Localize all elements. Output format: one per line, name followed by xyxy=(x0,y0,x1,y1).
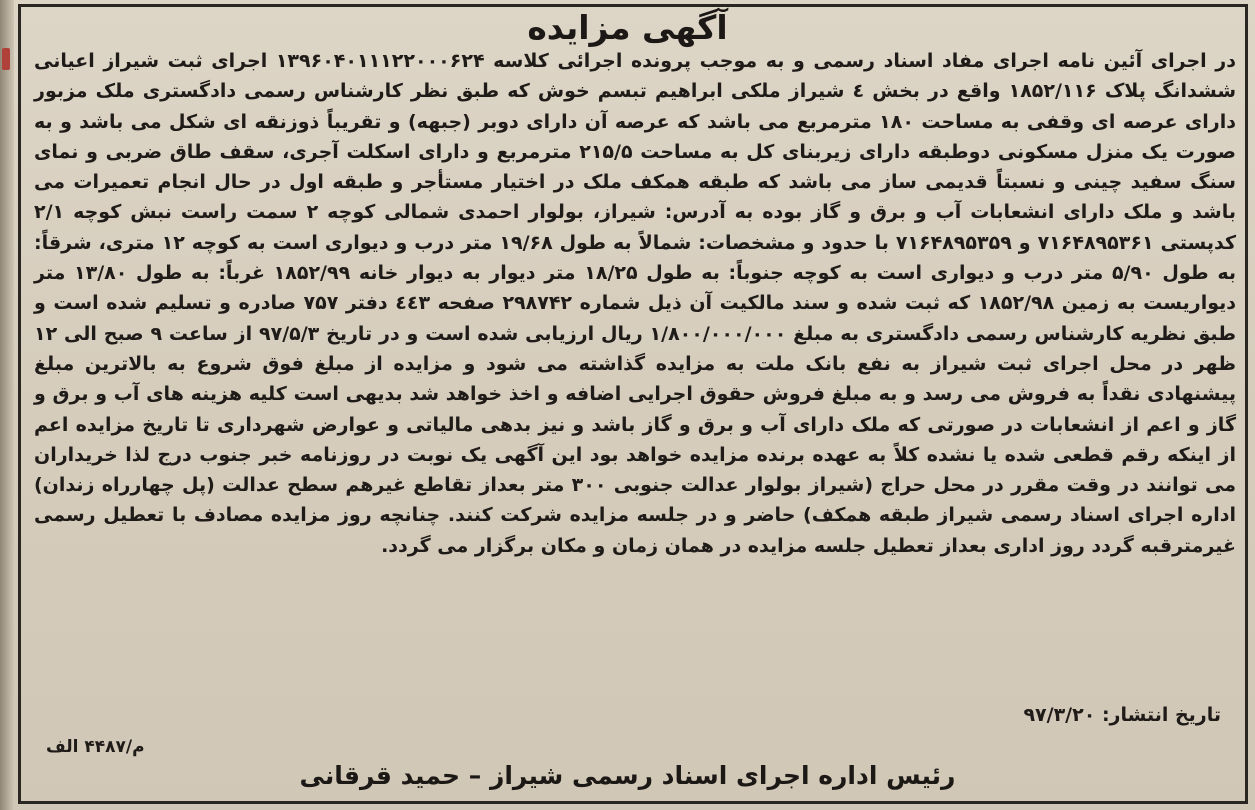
notice-body: در اجرای آئین نامه اجرای مفاد اسناد رسمی و به موجب پرونده اجرائی کلاسه ۱۳۹۶۰۴۰۱۱۱۲۲۰۰۰۶۲۴ اجرای ثبت شیراز اعیانی ششدانگ پلاک ۱۸۵۲/۱۱۶ واقع در بخش ٤ شیراز ملکی ابراهیم تبسم خوش که طبق نظر کارشناس رسمی دادگستری ملک مزبور دارای عرصه ای وقفی به مساحت ۱۸۰ مترمربع می باشد که عرصه آن دارای دوبر (جبهه) و تقریباً ذوزنقه ای شکل می باشد و به صورت یک منزل مسکونی دوطبقه دارای زیربنای کل به مساحت ۲۱۵/۵ مترمربع و دارای اسکلت آجری، سقف طاق ضربی و نمای سنگ سفید چینی و نسبتاً قدیمی ساز می باشد که طبقه همکف ملک در اختیار مستأجر و طبقه اول در حال انجام تعمیرات می باشد و ملک دارای انشعابات آب و برق و گاز بوده به آدرس: شیراز، بولوار احمدی شمالی کوچه ۲ سمت راست نبش کوچه ۲/۱ کدپستی ۷۱۶۴۸۹۵۳۶۱ و ۷۱۶۴۸۹۵۳۵۹ با حدود و مشخصات: شمالاً به طول ۱۹/۶۸ متر درب و دیواری است به کوچه ۱۲ متری، شرقاً: به طول ۵/۹۰ متر درب و دیواری است به کوچه جنوباً: به طول ۱۸/۲۵ متر دیوار به دیوار خانه ۱۸۵۲/۹۹ غرباً: به طول ۱۳/۸۰ متر دیواریست به زمین ۱۸۵۲/۹۸ که ثبت شده و سند مالکیت آن ذیل شماره ۲۹۸۷۴۲ صفحه ٤٤۳ دفتر ۷۵۷ صادره و تسلیم شده است و طبق نظریه کارشناس رسمی دادگستری به مبلغ ۱/۸۰۰/۰۰۰/۰۰۰ ریال ارزیابی شده است و در تاریخ ۹۷/۵/۳ از ساعت ۹ صبح الی ۱۲ ظهر در محل اجرای ثبت شیراز به نفع بانک ملت به مزایده گذاشته می شود و مزایده از مبلغ فوق شروع به بالاترین مبلغ پیشنهادی نقداً به فروش می رسد و به مبلغ فروش حقوق اجرایی اضافه و اخذ خواهد شد بدیهی است کلیه هزینه های آب و برق و گاز و اعم از انشعابات در صورتی که ملک دارای آب و برق و گاز باشد و نیز بدهی مالیاتی و عوارض شهرداری تا تاریخ مزایده اعم از اینکه رقم قطعی شده یا نشده کلاً به عهده برنده مزایده خواهد بود این آگهی یک نوبت در روزنامه خبر جنوب درج لذا خریداران می توانند در وقت مقرر در محل حراج (شیراز بولوار عدالت جنوبی ۳۰۰ متر بعداز تقاطع غیرهم سطح عدالت (پل چهارراه زندان) اداره اجرای اسناد رسمی شیراز طبقه همکف) حاضر و در جلسه مزایده شرکت کنند. چنانچه روز مزایده مصادف با تعطیل رسمی غیرمترقبه گردد روز اداری بعداز تعطیل جلسه مزایده در همان زمان و مکان برگزار می گردد. xyxy=(34,50,1237,557)
notice-title: آگهی مزایده xyxy=(527,8,728,47)
signature-line: رئیس اداره اجرای اسناد رسمی شیراز – حمید قرقانی xyxy=(299,761,956,790)
page-left-edge xyxy=(0,0,14,810)
notice-code: م/۴۴۸۷ الف xyxy=(46,737,145,757)
publication-date: تاریخ انتشار: ۹۷/۳/۲۰ xyxy=(1023,704,1221,726)
red-edge-mark xyxy=(2,48,10,70)
